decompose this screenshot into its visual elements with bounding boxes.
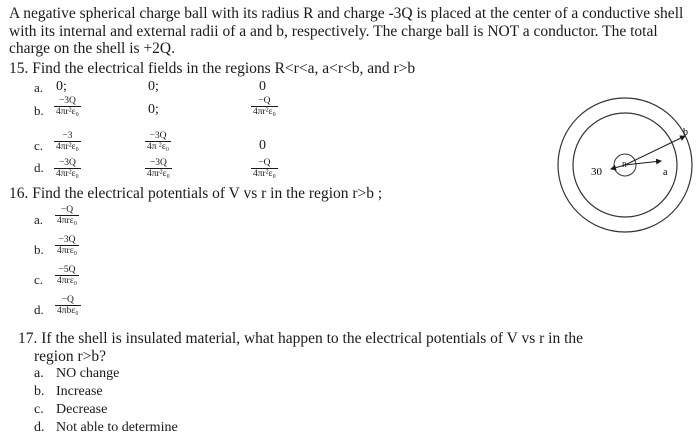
q15-b-col1-fraction (54, 96, 81, 117)
q17-option-a-label: a. (34, 366, 44, 381)
numerator: −3Q (58, 235, 76, 245)
denominator: 4πr²ε₀ (56, 107, 79, 117)
q17-option-d-label: d. (34, 420, 45, 435)
numerator: −3 (62, 131, 73, 141)
denominator: 4πrε₀ (57, 276, 78, 286)
denominator: 4πr²ε₀ (253, 169, 276, 179)
q15-d-col3-fraction (251, 158, 278, 179)
denominator: 4πr²ε₀ (56, 169, 79, 179)
radius-b-arrow (625, 136, 685, 165)
q16-option-d-fraction (55, 295, 81, 316)
denominator: 4π ²ε₀ (147, 142, 170, 152)
denominator: 4πrε₀ (57, 246, 78, 256)
q15-option-d-label: d. (34, 160, 44, 175)
q16-option-d-label: d. (34, 302, 44, 317)
q17-option-c-text: Decrease (56, 402, 108, 417)
numerator: −Q (60, 205, 74, 215)
numerator: −3Q (149, 158, 167, 168)
numerator: −5Q (58, 265, 76, 275)
q16-option-b-label: b. (34, 242, 44, 257)
q15-option-a-label: a. (34, 80, 44, 95)
q15-a-col1: 0; (56, 79, 67, 94)
numerator: −3Q (149, 131, 167, 141)
question-17-title-line2: region r>b? (34, 348, 107, 365)
q15-d-col2-fraction (145, 158, 172, 179)
numerator: −Q (258, 158, 271, 168)
question-15-title: 15. Find the electrical fields in the regions R<r<a, a<r<b, and r>b (9, 60, 416, 77)
q17-option-a-text: NO change (56, 366, 120, 381)
numerator: −Q (258, 96, 271, 106)
label-r: R (622, 161, 627, 169)
q15-option-b-label: b. (34, 103, 44, 118)
q16-option-a-label: a. (34, 212, 44, 227)
q17-option-c-label: c. (34, 402, 44, 417)
q15-b-col2: 0; (148, 102, 159, 117)
q15-a-col3: 0 (259, 79, 266, 94)
numerator: −3Q (58, 96, 76, 106)
q15-c-col3: 0 (259, 138, 266, 153)
problem-intro: A negative spherical charge ball with its radius R and charge -3Q is placed at the center of a conductive shell with its internal and external radii of a and b, respectively. The charge ball is NOT a conductor. The total charge on the shell is +2Q. (9, 5, 684, 57)
denominator: 4πr²ε₀ (253, 107, 276, 117)
radius-a-arrow (625, 161, 661, 165)
label-b: b (683, 127, 688, 138)
question-16-title: 16. Find the electrical potentials of V vs r in the region r>b ; (9, 185, 383, 202)
q16-option-c-label: c. (34, 272, 44, 287)
q15-option-c-label: c. (34, 138, 44, 153)
question-17-title-line1: 17. If the shell is insulated material, what happen to the electrical potentials of V vs r in the (18, 330, 584, 347)
numerator: −3Q (58, 158, 76, 168)
q15-b-col3-fraction (251, 96, 278, 117)
label-30: 30 (591, 166, 602, 178)
numerator: −Q (61, 295, 74, 305)
q16-option-c-fraction (55, 265, 79, 286)
denominator: 4πr²ε₀ (56, 142, 79, 152)
q15-c-col2-fraction (145, 131, 171, 152)
denominator: 4πrε₀ (57, 216, 78, 226)
label-a: a (663, 167, 668, 178)
q15-d-col1-fraction (54, 158, 81, 179)
denominator: 4πr²ε₀ (147, 169, 170, 179)
q15-a-col2: 0; (148, 79, 159, 94)
q16-option-a-fraction (55, 205, 79, 226)
q16-option-b-fraction (55, 235, 79, 256)
charge-shell-diagram (555, 95, 695, 235)
denominator: 4πbε₀ (57, 306, 79, 316)
q17-option-d-text: Not able to determine (56, 420, 178, 435)
q17-option-b-text: Increase (56, 384, 103, 399)
q17-option-b-label: b. (34, 384, 45, 399)
q15-c-col1-fraction (54, 131, 81, 152)
